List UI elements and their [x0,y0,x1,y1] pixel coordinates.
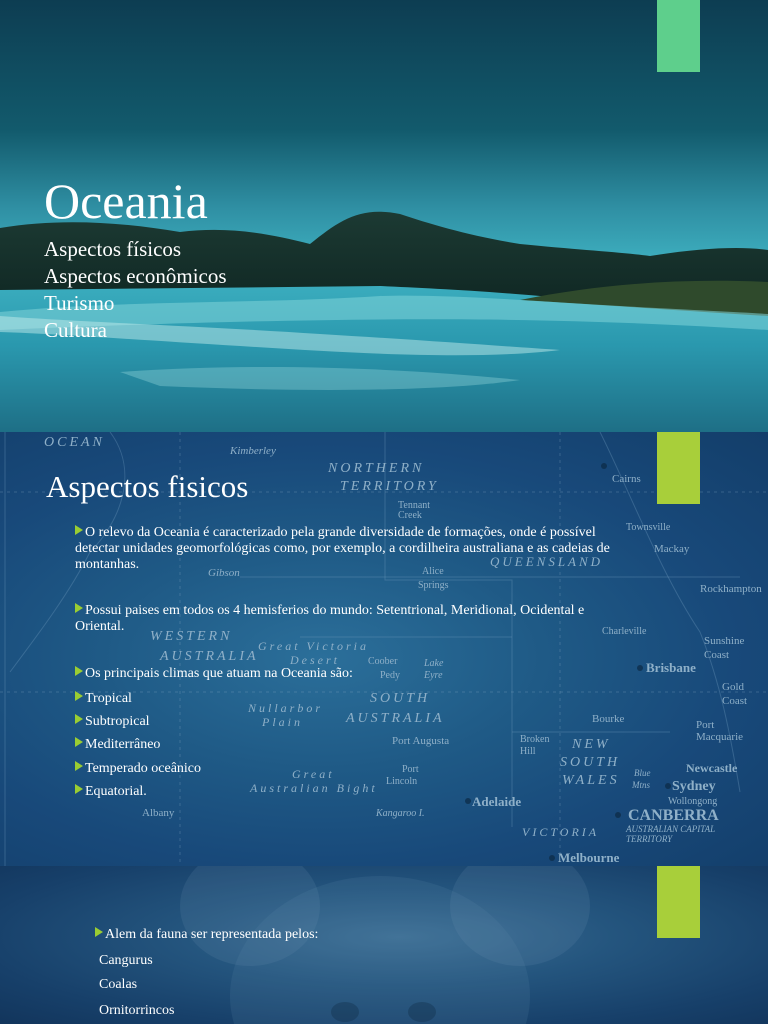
slide-fauna [0,866,768,1024]
map-label: Lake [424,658,444,669]
map-label: TERRITORY [340,479,439,494]
map-label: Nullarbor [248,701,324,715]
bullet-arrow-icon [75,761,83,771]
bullet-arrow-icon [75,525,83,535]
map-label: Macquarie [696,731,744,743]
map-label: Port [402,764,419,775]
fauna-item: Coalas [99,977,138,992]
slide-title: Oceania [44,173,208,229]
map-label: Springs [418,580,449,591]
topic-item: Aspectos econômicos [44,264,227,288]
map-label: CANBERRA [628,807,719,824]
map-label: Mackay [654,543,690,555]
bullet-arrow-icon [75,714,83,724]
bullet-paragraph: Os principais climas que atuam na Oceania são: [75,666,635,682]
map-label: Bourke [592,713,625,725]
map-label: Sydney [672,779,716,794]
map-label: Wollongong [668,796,718,807]
map-label: AUSTRALIAN CAPITAL [626,824,716,834]
slide-title: Aspectos fisicos [46,469,249,504]
map-label: Coast [704,649,730,661]
slide-oceania [0,0,768,432]
map-label: Charleville [602,626,647,637]
map-label: Kangaroo I. [376,808,425,819]
map-label: Great Victoria [258,639,369,653]
climate-item: Mediterrâneo [75,737,160,753]
map-label: WALES [562,773,620,788]
map-label: Broken [520,734,550,745]
map-label: Adelaide [472,794,522,809]
map-label: Plain [262,715,303,729]
fauna-item: Ornitorrincos [99,1003,175,1018]
bullet-arrow-icon [75,737,83,747]
map-label: Port [696,719,715,731]
climate-item: Subtropical [75,714,150,730]
topic-item: Turismo [44,291,115,315]
map-label: NEW [572,737,611,752]
map-label: WESTERN [150,629,233,644]
map-label: Pedy [380,670,400,681]
map-label: Blue [634,768,651,778]
map-label: Coast [722,695,748,707]
map-label: Rockhampton [700,583,762,595]
map-label: Kimberley [230,445,276,457]
map-label: Cairns [612,473,641,485]
map-label: Lincoln [386,776,418,787]
map-label: Melbourne [558,850,620,865]
map-label: Great [292,767,335,781]
topic-item: Cultura [44,318,107,342]
map-label: Gold [722,681,744,693]
bullet-arrow-icon [95,927,103,937]
slide-aspectos-fisicos [0,432,768,866]
climate-item: Tropical [75,691,132,707]
map-label: TERRITORY [626,834,673,844]
map-label: SOUTH [370,691,431,706]
bullet-paragraph: Possui paises em todos os 4 hemisferios do mundo: Setentrional, Meridional, Ocidental e Oriental. [75,603,585,634]
map-label: Creek [398,510,422,521]
topic-item: Aspectos físicos [44,237,182,261]
bullet-arrow-icon [75,691,83,701]
accent-bar [657,0,700,72]
map-label: Coober [368,656,398,667]
bullet-arrow-icon [75,603,83,613]
map-label: Gibson [208,567,240,579]
map-label: Townsville [626,522,671,533]
map-label: Hill [520,746,536,757]
koala-background [0,866,768,1024]
map-label: SOUTH [560,755,621,770]
map-label: NORTHERN [328,461,425,476]
fauna-item: Cangurus [99,953,153,968]
map-label: QUEENSLAND [490,554,604,569]
climate-item: Equatorial. [75,784,147,800]
bullet-arrow-icon [75,666,83,676]
map-label: Tennant [398,500,431,511]
map-label: AUSTRALIA [346,711,445,726]
map-label: VICTORIA [522,825,600,839]
bullet-arrow-icon [75,784,83,794]
map-label: Sunshine [704,635,745,647]
map-label: Alice [422,566,444,577]
map-label: AUSTRALIA [160,649,259,664]
map-label: Desert [290,653,340,667]
topic-list [44,236,227,344]
accent-bar [657,866,700,938]
bullet-paragraph: O relevo da Oceania é caracterizado pela grande diversidade de formações, onde é possível detectar unidades geomorfológicas como, por exemplo, a cordilheira australiana e as cadeias de montanhas. [75,525,610,572]
accent-bar [657,432,700,504]
map-label: OCEAN [44,435,105,450]
map-label: Australian Bight [250,781,378,795]
map-label: Eyre [424,670,443,681]
map-label: Port Augusta [392,735,450,747]
map-label: Brisbane [646,660,696,675]
map-label: Mtns [632,780,650,790]
map-label: Newcastle [686,761,738,775]
bullet-paragraph: Alem da fauna ser representada pelos: [95,927,318,943]
map-label: Albany [142,807,175,819]
climate-item: Temperado oceânico [75,761,201,777]
